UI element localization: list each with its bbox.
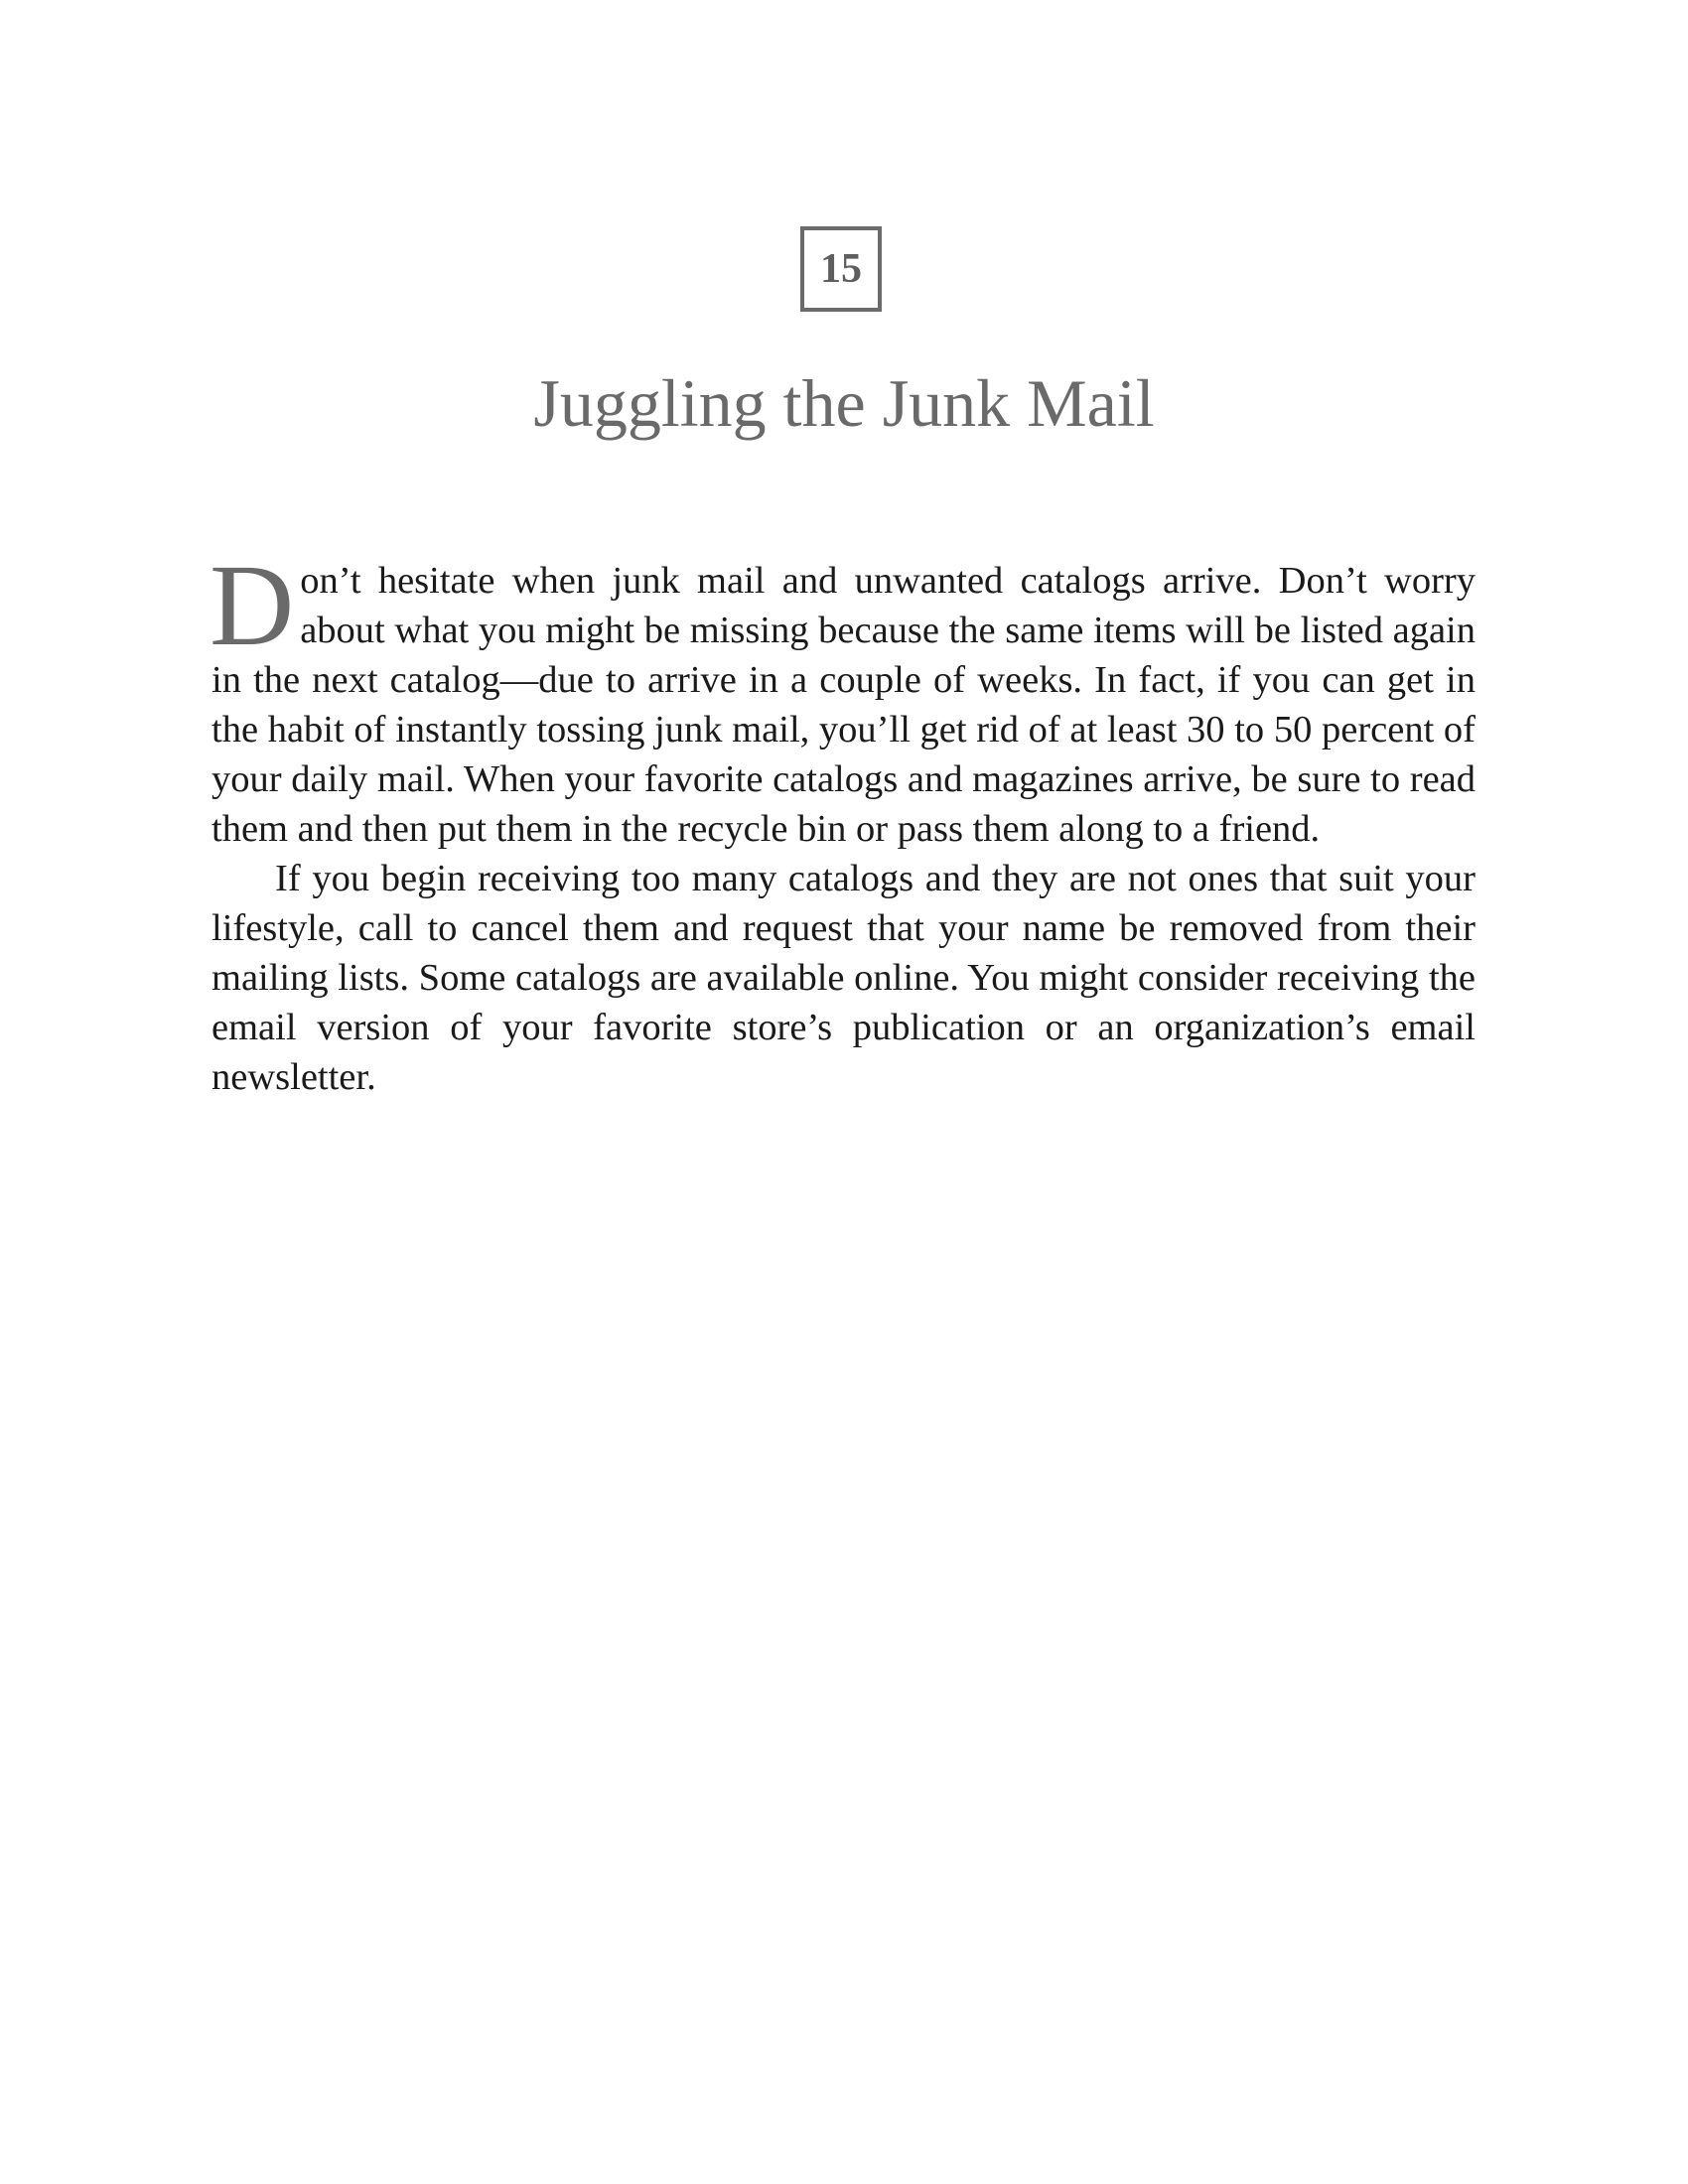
chapter-number: 15 [820, 246, 862, 292]
chapter-number-box [800, 226, 882, 312]
paragraph-1-text: on’t hesitate when junk mail and unwanted catalogs arrive. Don’t worry about what you might be missing because the same items will be listed again in the next catalog—due to arrive in a couple of weeks. In fact, if you can get in the habit of instantly tossing junk mail, you’ll get rid of at least 30 to 50 percent of your daily mail. When your favorite catalogs and magazines arrive, be sure to read them and then put them in the recycle bin or pass them along to a friend. [211, 560, 1476, 850]
paragraph-1 [210, 540, 1476, 854]
chapter-title: Juggling the Junk Mail [533, 365, 1155, 441]
paragraph-2: If you begin receiving too many catalogs and they are not ones that suit your lifestyle, call to cancel them and request that your name be removed from their mailing lists. Some catalogs are available online. You might consider receiving the email version of your favorite store’s publication or an organization’s email newsletter. [211, 858, 1476, 1098]
drop-cap: D [210, 540, 295, 670]
chapter-body [210, 540, 1476, 1102]
